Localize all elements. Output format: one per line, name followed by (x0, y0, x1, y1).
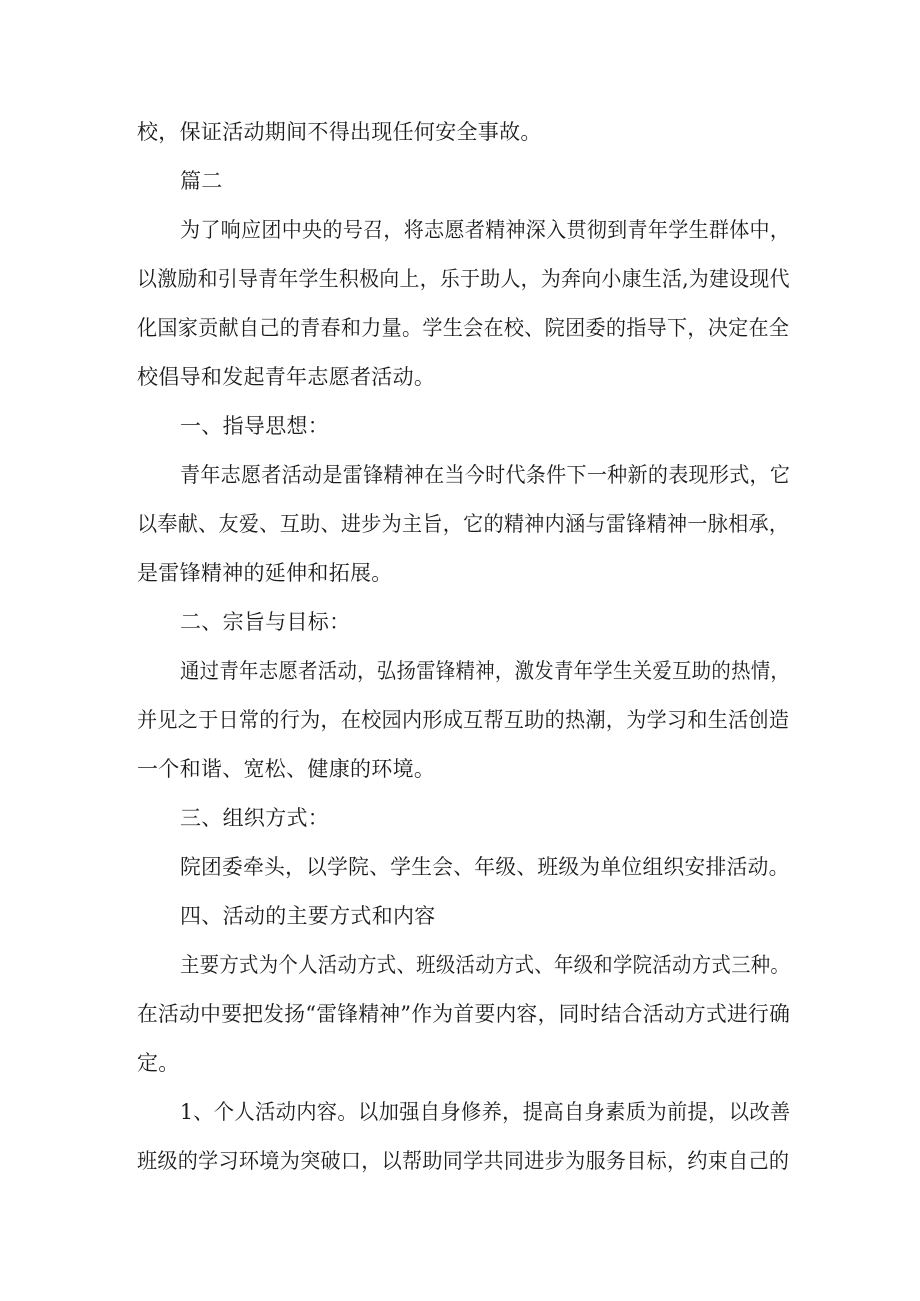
paragraph-line: 化国家贡献自己的青春和力量。学生会在校、院团委的指导下，决定在全 (137, 316, 790, 340)
paragraph-line: 院团委牵头，以学院、学生会、年级、班级为单位组织安排活动。 (180, 855, 790, 879)
paragraph-line: 以奉献、友爱、互助、进步为主旨，它的精神内涵与雷锋精神一脉相承， (137, 512, 790, 536)
paragraph-line: 为了响应团中央的号召，将志愿者精神深入贯彻到青年学生群体中， (180, 218, 791, 242)
paragraph-line: 是雷锋精神的延伸和拓展。 (137, 561, 393, 585)
text-line: 校，保证活动期间不得出现任何安全事故。 (137, 120, 542, 144)
section-heading: 一、指导思想： (180, 414, 330, 438)
section-heading: 二、宗旨与目标： (180, 610, 351, 634)
paragraph-line: 班级的学习环境为突破口，以帮助同学共同进步为服务目标，约束自己的 (137, 1149, 790, 1173)
paragraph-line: 以激励和引导青年学生积极向上，乐于助人，为奔向小康生活,为建设现代 (137, 267, 790, 291)
section-heading: 篇二 (180, 169, 223, 193)
paragraph-line: 青年志愿者活动是雷锋精神在当今时代条件下一种新的表现形式，它 (180, 463, 791, 487)
paragraph-line: 1、个人活动内容。以加强自身修养，提高自身素质为前提，以改善 (180, 1100, 791, 1124)
section-heading: 四、活动的主要方式和内容 (180, 904, 436, 928)
paragraph-line: 一个和谐、宽松、健康的环境。 (137, 757, 436, 781)
paragraph-line: 校倡导和发起青年志愿者活动。 (137, 365, 436, 389)
paragraph-line: 定。 (137, 1051, 180, 1075)
section-heading: 三、组织方式： (180, 806, 330, 830)
paragraph-line: 通过青年志愿者活动，弘扬雷锋精神，激发青年学生关爱互助的热情， (180, 659, 791, 683)
paragraph-line: 并见之于日常的行为，在校园内形成互帮互助的热潮，为学习和生活创造 (137, 708, 790, 732)
paragraph-line: 主要方式为个人活动方式、班级活动方式、年级和学院活动方式三种。 (180, 953, 791, 977)
paragraph-line: 在活动中要把发扬“雷锋精神”作为首要内容，同时结合活动方式进行确 (137, 1002, 791, 1026)
